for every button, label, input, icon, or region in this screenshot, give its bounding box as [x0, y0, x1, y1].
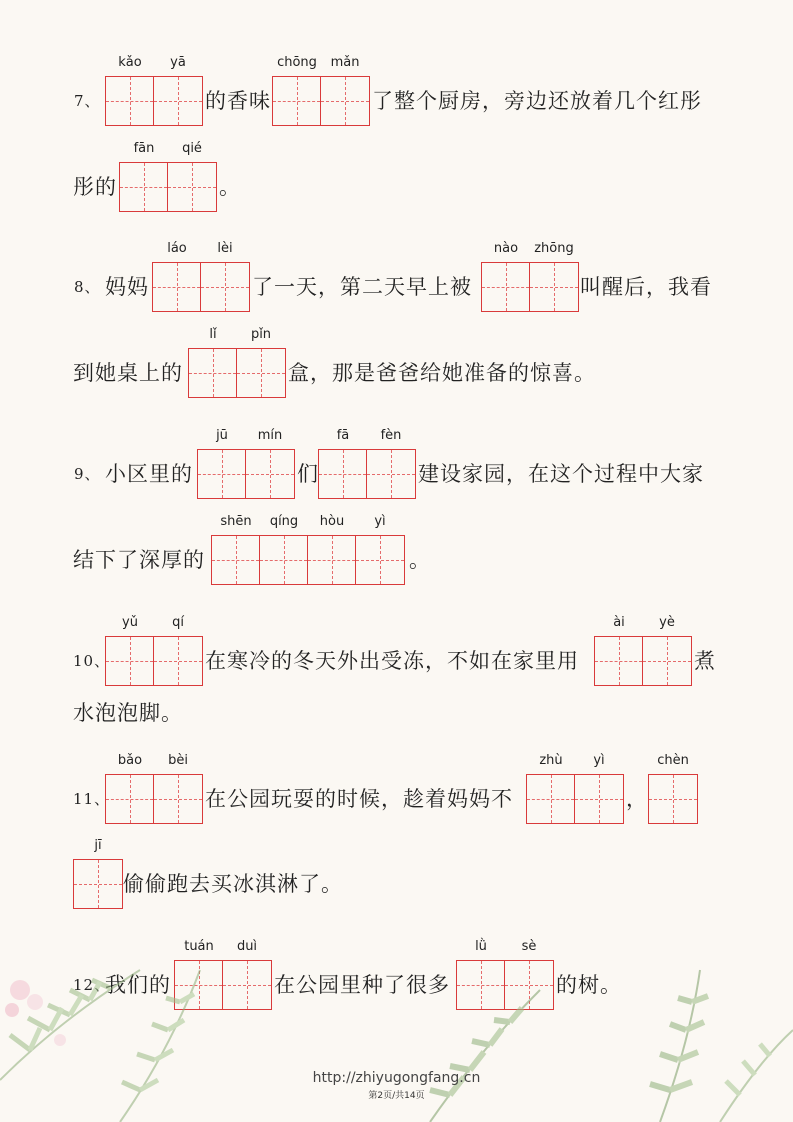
pinyin: tuán [184, 939, 214, 954]
pinyin: kǎo [118, 55, 142, 70]
pinyin: lǐ [209, 327, 217, 342]
pinyin: sè [521, 939, 537, 954]
text: 结下了深厚的 [73, 548, 205, 572]
answer-box[interactable] [594, 615, 692, 686]
text: 建设家园，在这个过程中大家 [418, 462, 704, 486]
text: 。 [409, 548, 431, 572]
text: 小区里的 [105, 462, 193, 486]
text: ， [626, 787, 648, 811]
text: 的香味 [205, 89, 271, 113]
pinyin: bǎo [117, 753, 143, 768]
answer-box[interactable] [188, 327, 286, 398]
answer-box[interactable] [526, 753, 624, 824]
answer-box[interactable] [152, 241, 250, 312]
pinyin: zhù [539, 753, 563, 768]
pinyin: yè [659, 615, 675, 630]
text: 了整个厨房，旁边还放着几个红彤 [372, 89, 702, 113]
answer-box[interactable] [119, 141, 217, 212]
pinyin: chèn [657, 753, 689, 768]
pinyin: qíng [269, 514, 299, 529]
pinyin: zhōng [534, 241, 574, 256]
page-number: 第2页/共14页 [368, 1091, 425, 1101]
pinyin: jī [94, 838, 102, 853]
text: 在公园玩耍的时候，趁着妈妈不 [205, 787, 513, 811]
pinyin: fān [133, 141, 155, 156]
question-number: 11、 [73, 790, 111, 808]
text: 的树。 [556, 973, 622, 997]
pinyin: yā [170, 55, 186, 70]
pinyin: yì [374, 514, 386, 529]
text: 煮 [694, 649, 716, 673]
text: 盒，那是爸爸给她准备的惊喜。 [288, 361, 596, 385]
answer-box[interactable] [105, 615, 203, 686]
text: 妈妈 [105, 275, 149, 299]
answer-box[interactable] [318, 428, 416, 499]
answer-box[interactable] [648, 753, 698, 824]
text: 水泡泡脚。 [73, 701, 183, 725]
pinyin: yì [593, 753, 605, 768]
pinyin: láo [167, 241, 187, 256]
pinyin: hòu [319, 514, 345, 529]
text: 。 [219, 175, 241, 199]
text: 了一天，第二天早上被 [252, 275, 472, 299]
pinyin: yǔ [122, 615, 138, 630]
text: 到她桌上的 [73, 361, 183, 385]
footer-url[interactable]: http://zhiyugongfang.cn [312, 1070, 481, 1086]
question-number: 7、 [74, 92, 101, 110]
pinyin: fā [336, 428, 350, 443]
pinyin: fèn [380, 428, 402, 443]
pinyin: qí [172, 615, 184, 630]
pinyin: shēn [220, 514, 252, 529]
pinyin: pǐn [250, 327, 272, 342]
text: 偷偷跑去买冰淇淋了。 [123, 872, 343, 896]
question-number: 10、 [73, 652, 111, 670]
pinyin: chōng [277, 55, 317, 70]
pinyin: lèi [217, 241, 233, 256]
question-number: 12、 [73, 976, 111, 994]
pinyin: mín [257, 428, 283, 443]
pinyin: jū [216, 428, 228, 443]
text: 叫醒后，我看 [580, 275, 712, 299]
text: 我们的 [105, 973, 171, 997]
answer-box[interactable] [105, 753, 203, 824]
text: 在寒冷的冬天外出受冻，不如在家里用 [205, 649, 579, 673]
pinyin: duì [236, 939, 258, 954]
answer-box[interactable] [105, 55, 203, 126]
text: 在公园里种了很多 [274, 973, 450, 997]
question-number: 8、 [74, 278, 101, 296]
answer-box[interactable] [197, 428, 295, 499]
pinyin: lǜ [475, 939, 487, 954]
pinyin: bèi [168, 753, 188, 768]
answer-box[interactable] [272, 55, 370, 126]
text: 彤的 [73, 175, 117, 199]
pinyin: ài [613, 615, 625, 630]
pinyin: mǎn [330, 55, 360, 70]
pinyin: nào [493, 241, 519, 256]
pinyin: qié [182, 141, 202, 156]
text: 们 [297, 462, 319, 486]
answer-box[interactable] [73, 838, 123, 909]
answer-box[interactable] [481, 241, 579, 312]
question-number: 9、 [74, 465, 101, 483]
answer-box[interactable] [211, 514, 405, 585]
